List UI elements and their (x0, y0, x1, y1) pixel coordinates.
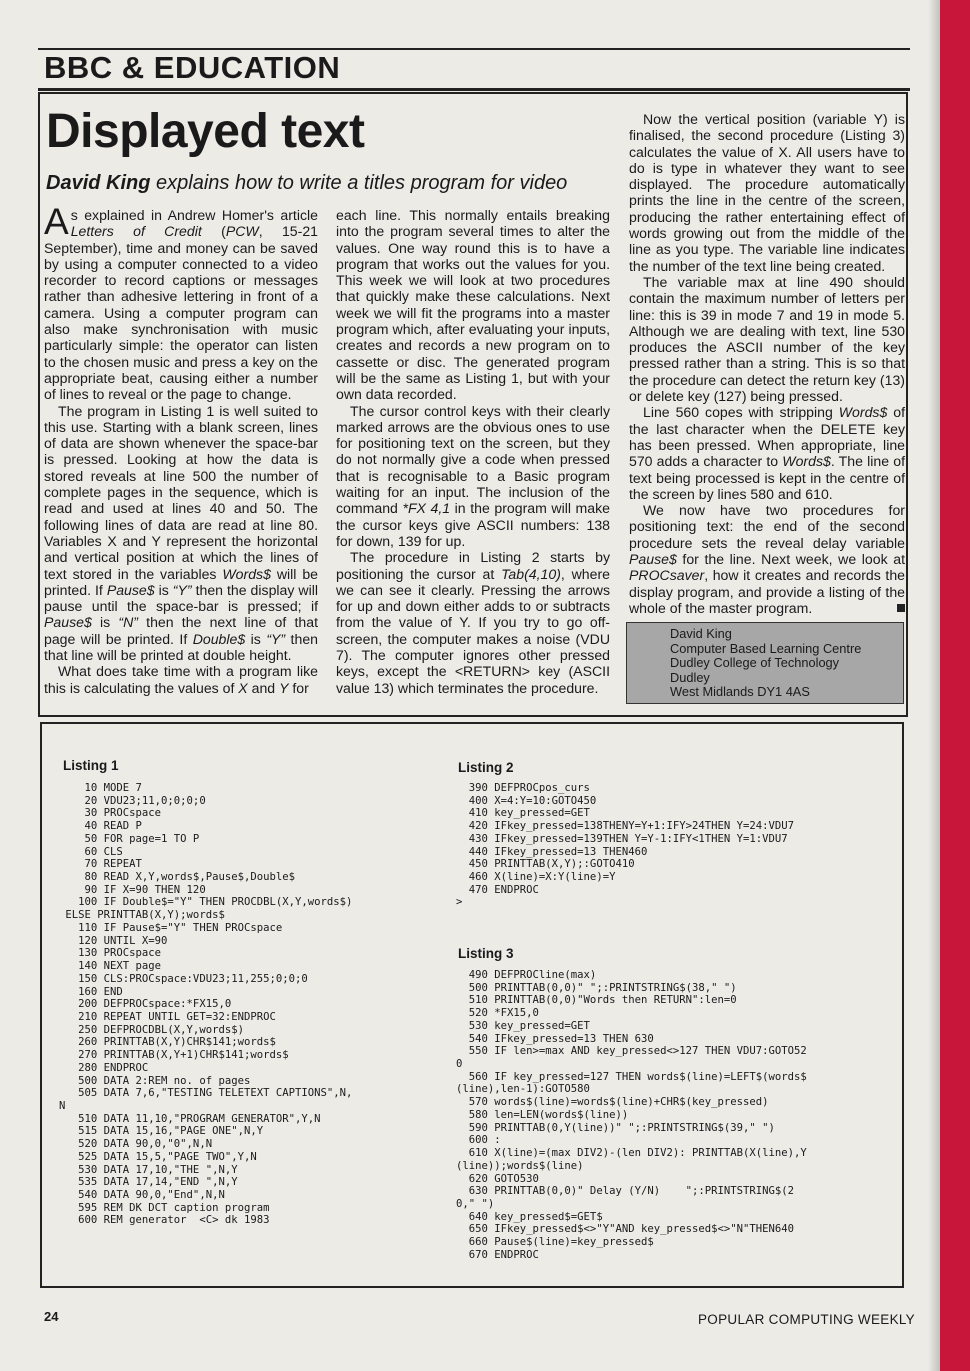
listing-2-title: Listing 2 (458, 760, 514, 775)
standfirst-text: explains how to write a titles program for video (150, 172, 568, 194)
address-line: David King (670, 626, 732, 641)
listing-2-code: 390 DEFPROCpos_curs 400 X=4:Y=10:GOTO450 410 key_pressed=GET 420 IFkey_pressed=138THENY=Y+1:IFY>24THEN Y=24:VDU7 430 IFkey_pressed=139THEN Y=Y-1:IFY<1THEN Y=1:VDU7 440 IFkey_pressed=13 THEN460 450 PRINTTAB(X,Y);:GOTO410 460 X(line)=X:Y(line)=Y 470 ENDPROC > (456, 782, 795, 909)
section-rule (38, 88, 910, 91)
listing-1-code: 10 MODE 7 20 VDU23;11,0;0;0;0 30 PROCspace 40 READ P 50 FOR page=1 TO P 60 CLS 70 REPEAT 80 READ X,Y,words$,Pause$,Double$ 90 IF X=90 THEN 120 100 IF Double$="Y" THEN PROCDBL(X,Y,words$) ELSE PRINTTAB(X,Y);words$ 110 IF Pause$="Y" THEN PROCspace 120 UNTIL X=90 130 PROCspace 140 NEXT page 150 CLS:PROCspace:VDU23;11,255;0;0;0 160 END 200 DEFPROCspace:*FX15,0 210 REPEAT UNTIL GET=32:ENDPROC 250 DEFPROCDBL(X,Y,words$) 260 PRINTTAB(X,Y)CHR$141;words$ 270 PRINTTAB(X,Y+1)CHR$141;words$ 280 ENDPROC 500 DATA 2:REM no. of pages 505 DATA 7,6,"TESTING TELETEXT CAPTIONS",N, N 510 DATA 11,10,"PROGRAM GENERATOR",Y,N 515 DATA 15,16,"PAGE ONE",N,Y 520 DATA 90,0,"0",N,N 525 DATA 15,5,"PAGE TWO",Y,N 530 DATA 17,10,"THE ",N,Y 535 DATA 17,14,"END ",N,Y 540 DATA 90,0,"End",N,N 595 REM DK DCT caption program 600 REM generator <C> dk 1983 (59, 782, 353, 1227)
article-standfirst (46, 172, 567, 195)
listing-1-title: Listing 1 (63, 758, 119, 773)
paragraph: As explained in Andrew Homer's article Letters of Credit (PCW, 15-21 September), time and money can be saved by using a computer connected to a video recorder to record captions or messages rather than adhesive lettering in front of a camera. Using a computer program can also make synchronisation with music particularly simple: the operator can listen to the chosen music and press a key on the appropriate beat, causing either a number of lines to reveal or the page to change. (44, 201, 318, 403)
drop-cap: A (44, 201, 69, 242)
magazine-name: POPULAR COMPUTING WEEKLY (698, 1312, 915, 1327)
listing-3-title: Listing 3 (458, 946, 514, 961)
address-line: West Midlands DY1 4AS (670, 684, 810, 700)
section-title: BBC & EDUCATION (44, 50, 341, 85)
page-edge-shadow (928, 0, 940, 1371)
article-column-1 (44, 201, 319, 696)
page-number: 24 (44, 1309, 59, 1324)
paragraph: We now have two procedures for positioning text: the end of the second procedure sets the reveal delay variable Pause$ for the line. Next week, we look at PROCsaver, how it creates and records the display program, and provide a listing of the whole of the master program. (629, 502, 905, 616)
author-address-box (626, 622, 904, 704)
paragraph: What does take time with a program like this is calculating the values of X and Y for (44, 663, 318, 696)
paragraph: The variable max at line 490 should contain the maximum number of letters per line: this is 39 in mode 7 and 19 in mode 5. Although we are dealing with text, line 530 produces the ASCII number of the key pressed rather than a string. This is so that the procedure can detect the return key (13) or delete key (127) being pressed. (629, 273, 905, 405)
page-edge-binding (940, 0, 970, 1371)
author-name: David King (46, 172, 151, 194)
paragraph: Now the vertical position (variable Y) is finalised, the second procedure (Listing 3) calculates the value of X. All users have to do is type in whatever they want to see displayed. The procedure automatically prints the line in the centre of the screen, producing the rather entertaining effect of words growing out from the middle of the line as you type. The variable line indicates the number of the text line being created. (629, 111, 905, 274)
address-line: Computer Based Learning Centre (670, 640, 862, 656)
paragraph: The program in Listing 1 is well suited to this use. Starting with a blank screen, lines of data are shown whenever the space-bar is pressed. Looking at how the data is stored reveals at line 500 the number of complete pages in the sequence, which is read and used at lines 40 and 50. The following lines of data are read at line 80. Variables X and Y represent the horizontal and vertical position at which the lines of text stored in the variables Words$ will be printed. If Pause$ is “Y” then the display will pause until the space-bar is pressed; if Pause$ is “N” then the next line of that page will be printed. If Double$ is “Y” then that line will be printed at double height. (44, 402, 319, 664)
paragraph: each line. This normally entails breaking into the program several times to alter the values. One way round this is to have a program that works out the values for you. This week we will look at two procedures that quickly make these calculations. Next week we will fit the programs into a master program which, after evaluating your inputs, creates and records a new program on to cassette or disc. The generated program will be the same as Listing 1, but with your own data recorded. (336, 207, 610, 403)
paragraph: The cursor control keys with their clearly marked arrows are the obvious ones to use for positioning text on the screen, but they do not normally give a code when pressed that is recognisable to a Basic program waiting for an input. The inclusion of the command *FX 4,1 in the program will make the cursor keys give ASCII numbers: 138 for down, 139 for up. (336, 402, 611, 549)
end-of-article-mark (897, 604, 905, 612)
article-column-3 (629, 111, 905, 616)
article-column-2 (336, 207, 610, 696)
address-line: Dudley (670, 669, 710, 685)
address-line: Dudley College of Technology (670, 655, 840, 671)
paragraph: Line 560 copes with stripping Words$ of the last character when the DELETE key has been pressed. When appropriate, line 570 adds a character to Words$. The line of text being processed is kept in the centre of the screen by lines 580 and 610. (629, 404, 905, 502)
paragraph: The procedure in Listing 2 starts by positioning the cursor at Tab(4,10), where we can see it clearly. Pressing the arrows for up and down either adds to or subtracts from the value of Y. If you try to go off-screen, the computer makes a noise (VDU 7). The computer ignores other pressed keys, except the <RETURN> key (ASCII value 13) which terminates the procedure. (336, 549, 610, 696)
listing-3-code: 490 DEFPROCline(max) 500 PRINTTAB(0,0)" ";:PRINTSTRING$(38," ") 510 PRINTTAB(0,0)"Words then RETURN":len=0 520 *FX15,0 530 key_pressed=GET 540 IFkey_pressed=13 THEN 630 550 IF len>=max AND key_pressed<>127 THEN VDU7:GOTO52 0 560 IF key_pressed=127 THEN words$(line)=LEFT$(words$ (line),len-1):GOTO580 570 words$(line)=words$(line)+CHR$(key_pressed) 580 len=LEN(words$(line)) 590 PRINTTAB(0,Y(line))" ";:PRINTSTRING$(39," ") 600 : 610 X(line)=(max DIV2)-(len DIV2): PRINTTAB(X(line),Y (line));words$(line) 620 GOTO530 630 PRINTTAB(0,0)" Delay (Y/N) ";:PRINTSTRING$(2 0," ") 640 key_pressed$=GET$ 650 IFkey_pressed$<>"Y"AND key_pressed$<>"N"THEN640 660 Pause$(line)=key_pressed$ 670 ENDPROC (456, 969, 807, 1261)
article-headline: Displayed text (46, 105, 365, 158)
